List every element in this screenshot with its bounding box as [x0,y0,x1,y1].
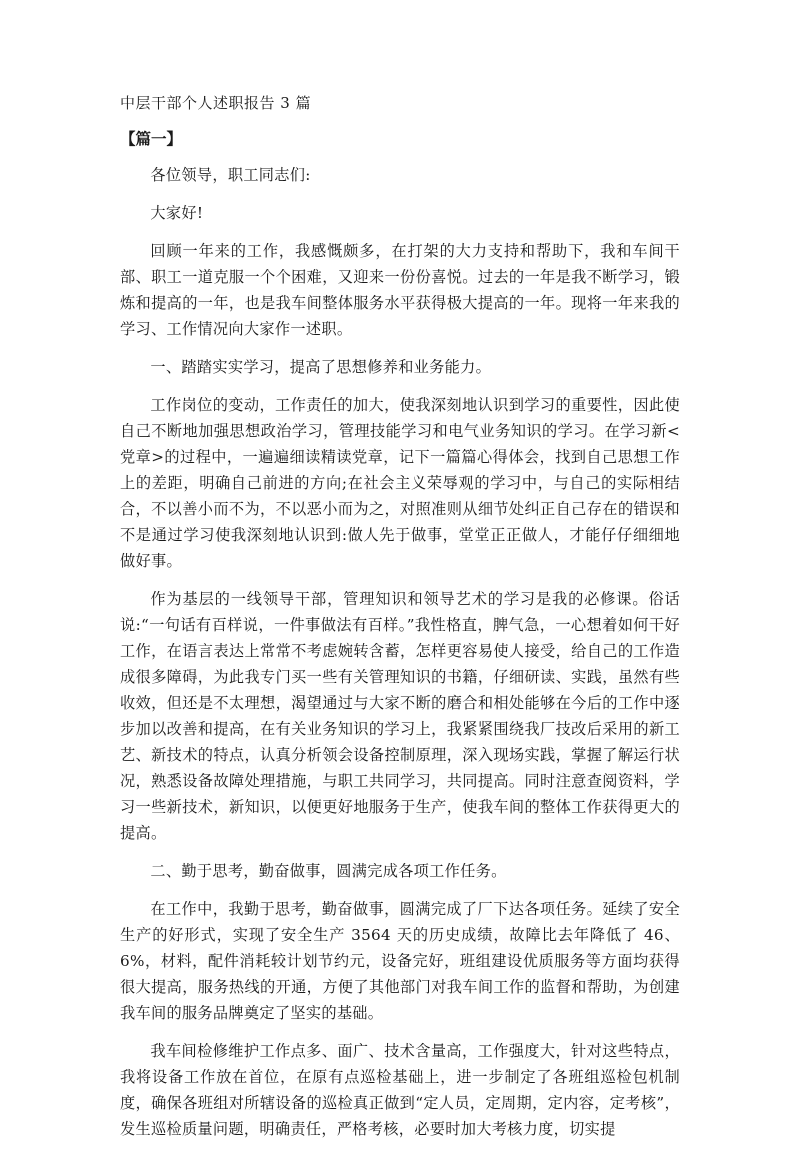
paragraph-heading-1: 一、踏踏实实学习，提高了思想修养和业务能力。 [150,358,492,376]
paragraph-maintenance: 我车间检修维护工作点多、面广、技术含量高，工作强度大，针对这些特点，我将设备工作放在首位，在原有点巡检基础上，进一步制定了各班组巡检包机制度，确保各班组对所辖设备的巡检真正做到“定人员，定周期，定内容，定考核”，发生巡检质量问题，明确责任，严格考核，必要时加大考核力度，切实提 [120,1042,680,1138]
paragraph-study: 工作岗位的变动，工作责任的加大，使我深刻地认识到学习的重要性，因此使自己不断地加强思想政治学习，管理技能学习和电气业务知识的学习。在学习新<党章>的过程中，一遍遍细读精读党章，记下一篇篇心得体会，找到自己思想工作上的差距，明确自己前进的方向;在社会主义荣辱观的学习中，与自己的实际相结合，不以善小而不为，不以恶小而为之，对照准则从细节处纠正自己存在的错误和不是通过学习使我深刻地认识到:做人先于做事，堂堂正正做人，才能仔仔细细地做好事。 [120,396,680,570]
paragraph-management: 作为基层的一线领导干部，管理知识和领导艺术的学习是我的必修课。俗话说:“一句话有百样说，一件事做法有百样。”我性格直，脾气急，一心想着如何干好工作，在语言表达上常常不考虑婉转含蓄，怎样更容易使人接受，给自己的工作造成很多障碍，为此我专门买一些有关管理知识的书籍，仔细研读、实践，虽然有些收效，但还是不太理想，渴望通过与大家不断的磨合和相处能够在今后的工作中逐步加以改善和提高，在有关业务知识的学习上，我紧紧围绕我厂技改后采用的新工艺、新技术的特点，认真分析领会设备控制原理，深入现场实践，掌握了解运行状况，熟悉设备故障处理措施，与职工共同学习，共同提高。同时注意查阅资料，学习一些新技术，新知识，以便更好地服务于生产，使我车间的整体工作获得更大的提高。 [120,590,680,842]
paragraph-greeting: 各位领导，职工同志们: [150,166,311,184]
document-page [120,92,680,1154]
paragraph-intro: 回顾一年来的工作，我感慨颇多，在打架的大力支持和帮助下，我和车间干部、职工一道克服一个个困难，又迎来一份份喜悦。过去的一年是我不断学习，锻炼和提高的一年，也是我车间整体服务水平获得极大提高的一年。现将一年来我的学习、工作情况向大家作一述职。 [120,242,680,338]
document-title: 中层干部个人述职报告 3 篇 [120,94,312,112]
paragraph-hello: 大家好! [150,204,204,222]
paragraph-heading-2: 二、勤于思考，勤奋做事，圆满完成各项工作任务。 [150,862,507,880]
section-heading: 【篇一】 [120,129,183,148]
paragraph-work-results: 在工作中，我勤于思考，勤奋做事，圆满完成了厂下达各项任务。延续了安全生产的好形式，实现了安全生产 3564 天的历史成绩，故障比去年降低了 46、6%，材料，配件消耗较计划节约元，设备完好，班组建设优质服务等方面均获得很大提高，服务热线的开通，方便了其他部门对我车间工作的监督和帮助，为创建我车间的服务品牌奠定了坚实的基础。 [120,900,680,1022]
